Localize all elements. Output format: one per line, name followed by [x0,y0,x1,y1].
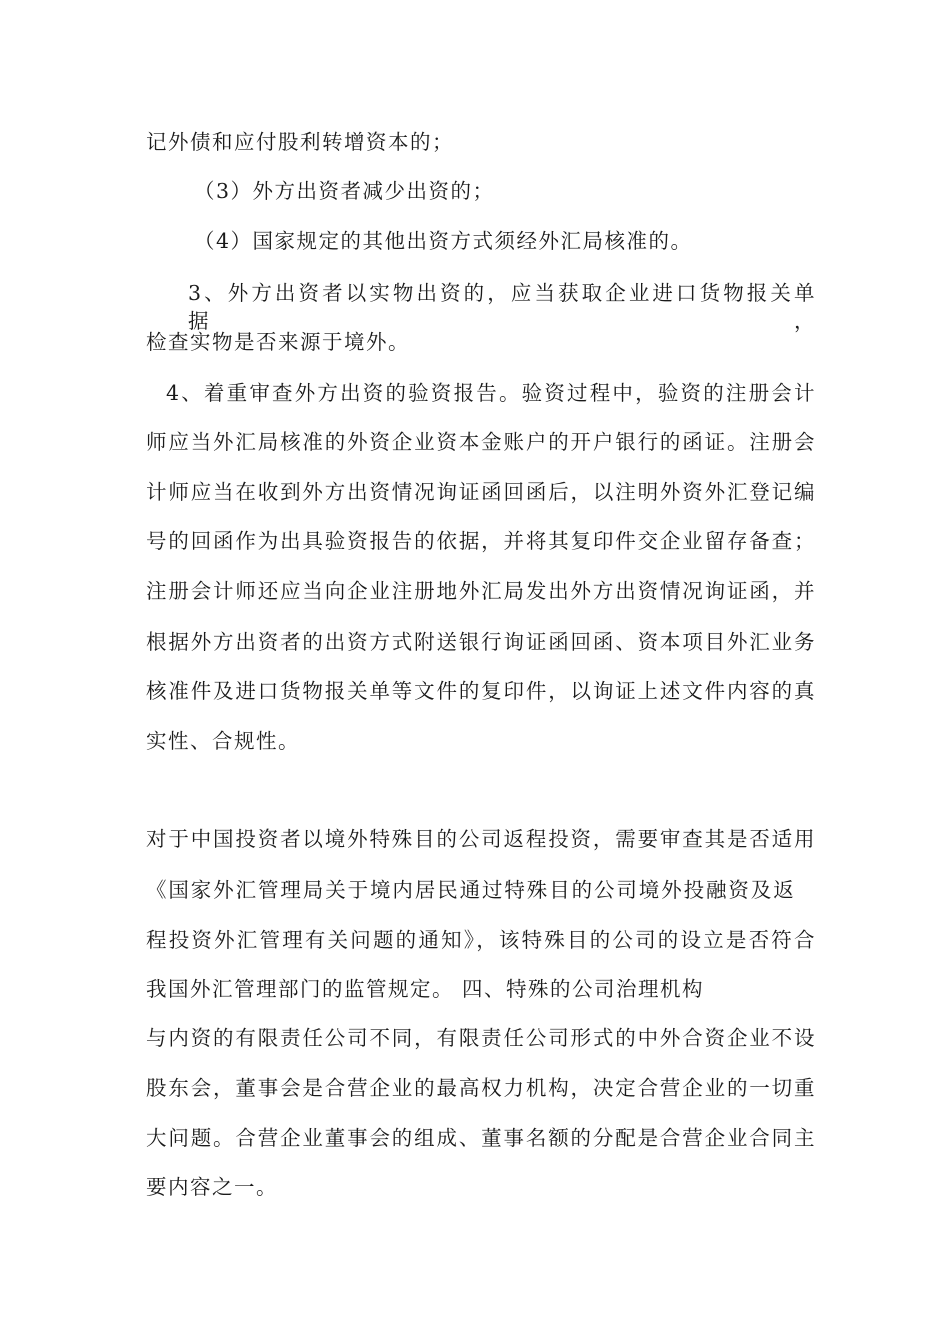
text-line: 记外债和应付股利转增资本的； [146,130,454,154]
text-line: 计师应当在收到外方出资情况询证函回函后，以注明外资外汇登记编 [146,480,816,504]
text-line: 4、着重审查外方出资的验资报告。验资过程中，验资的注册会计 [166,381,816,405]
text-line: 号的回函作为出具验资报告的依据，并将其复印件交企业留存备查； [146,529,816,553]
text-line: 根据外方出资者的出资方式附送银行询证函回函、资本项目外汇业务 [146,630,816,654]
text-line: 核准件及进口货物报关单等文件的复印件，以询证上述文件内容的真 [146,679,816,703]
text-line: 3、外方出资者以实物出资的，应当获取企业进口货物报关单据， [188,281,816,333]
text-line: 我国外汇管理部门的监管规定。 四、特殊的公司治理机构 [146,977,705,1001]
text-line: 对于中国投资者以境外特殊目的公司返程投资，需要审查其是否适用 [146,827,816,851]
text-line: 股东会，董事会是合营企业的最高权力机构，决定合营企业的一切重 [146,1076,816,1100]
text-line: 大问题。合营企业董事会的组成、董事名额的分配是合营企业合同主 [146,1126,816,1150]
text-line: （3）外方出资者减少出资的； [194,179,495,203]
text-line: 要内容之一。 [146,1175,278,1199]
text-line: （4）国家规定的其他出资方式须经外汇局核准的。 [194,229,693,253]
text-line: 师应当外汇局核准的外资企业资本金账户的开户银行的函证。注册会 [146,430,816,454]
text-line: 实性、合规性。 [146,729,300,753]
text-line: 与内资的有限责任公司不同，有限责任公司形式的中外合资企业不设 [146,1026,816,1050]
text-line: 《国家外汇管理局关于境内居民通过特殊目的公司境外投融资及返 [146,878,796,902]
text-line: 程投资外汇管理有关问题的通知》，该特殊目的公司的设立是否符合 [146,928,816,952]
text-line: 注册会计师还应当向企业注册地外汇局发出外方出资情况询证函，并 [146,579,816,603]
text-line: 检查实物是否来源于境外。 [146,330,410,354]
